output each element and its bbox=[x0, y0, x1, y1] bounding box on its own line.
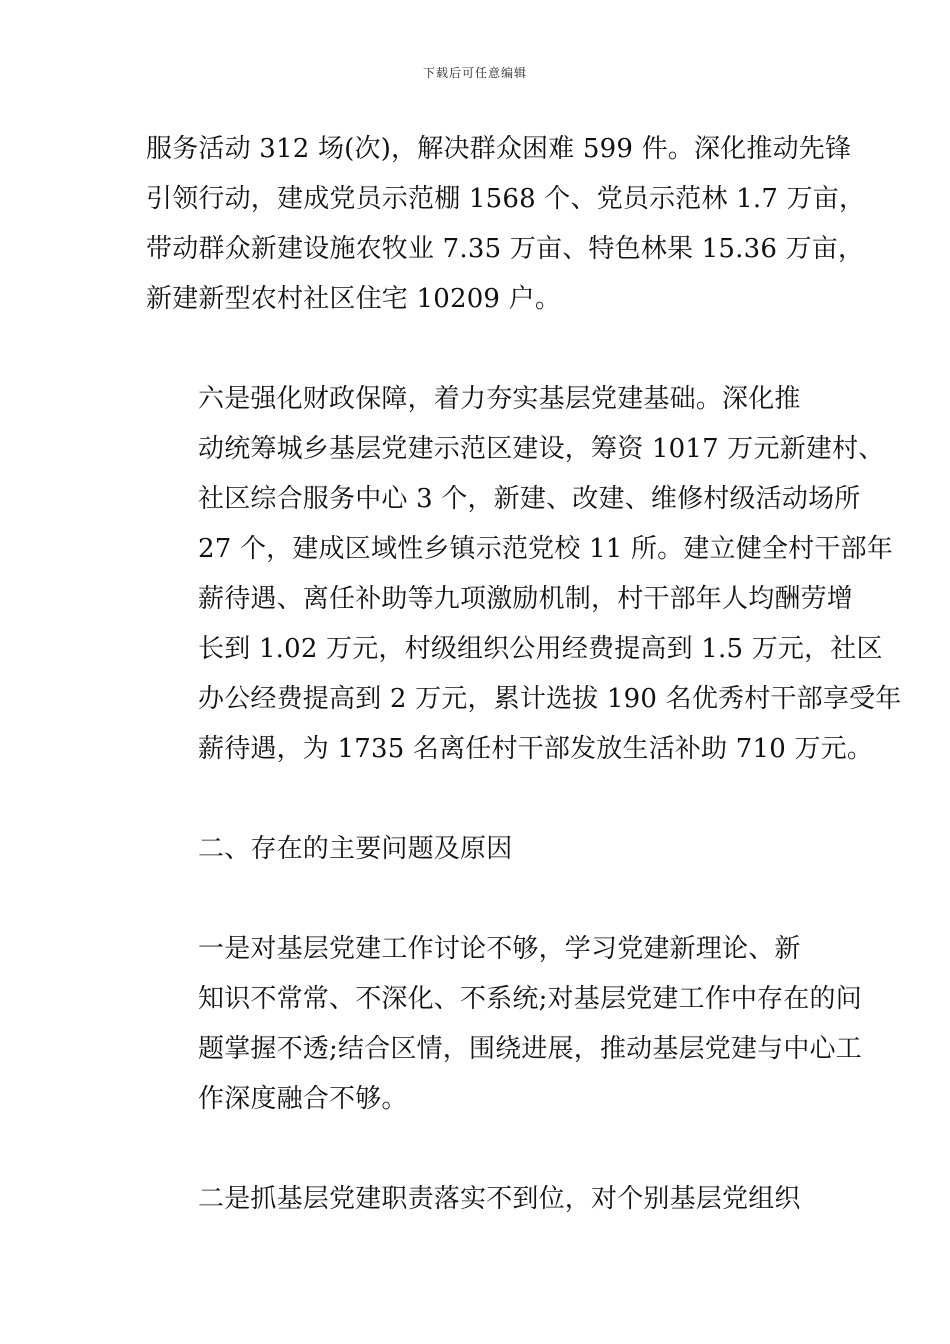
text-line: 27 个，建成区域性乡镇示范党校 11 所。建立健全村干部年 bbox=[198, 534, 893, 564]
paragraph bbox=[146, 924, 862, 1124]
text-line: 一是对基层党建工作讨论不够，学习党建新理论、新 bbox=[198, 934, 801, 964]
text-line: 六是强化财政保障，着力夯实基层党建基础。深化推 bbox=[198, 384, 801, 414]
document-body bbox=[146, 124, 902, 1274]
paragraph bbox=[146, 124, 866, 324]
paragraph bbox=[146, 824, 826, 874]
text-line: 二是抓基层党建职责落实不到位，对个别基层党组织 bbox=[198, 1184, 801, 1214]
text-line: 知识不常常、不深化、不系统;对基层党建工作中存在的问 bbox=[198, 984, 862, 1014]
text-line: 长到 1.02 万元，村级组织公用经费提高到 1.5 万元，社区 bbox=[198, 634, 883, 664]
text-line: 社区综合服务中心 3 个，新建、改建、维修村级活动场所 bbox=[198, 484, 861, 514]
text-line: 薪待遇、离任补助等九项激励机制，村干部年人均酬劳增 bbox=[198, 584, 854, 614]
text-line: 办公经费提高到 2 万元，累计选拔 190 名优秀村干部享受年 bbox=[198, 684, 902, 714]
text-line: 服务活动 312 场(次)，解决群众困难 599 件。深化推动先锋 bbox=[146, 134, 852, 164]
paragraph bbox=[146, 1174, 826, 1224]
text-line: 新建新型农村社区住宅 10209 户。 bbox=[146, 284, 562, 314]
text-line: 引领行动，建成党员示范棚 1568 个、党员示范林 1.7 万亩， bbox=[146, 184, 866, 214]
text-line: 薪待遇，为 1735 名离任村干部发放生活补助 710 万元。 bbox=[198, 734, 874, 764]
text-line: 二、存在的主要问题及原因 bbox=[198, 834, 513, 864]
page-header: 下载后可任意编辑 bbox=[422, 66, 527, 80]
text-line: 带动群众新建设施农牧业 7.35 万亩、特色林果 15.36 万亩， bbox=[146, 234, 865, 264]
text-line: 题掌握不透;结合区情，围绕进展，推动基层党建与中心工 bbox=[198, 1034, 862, 1064]
paragraph bbox=[146, 374, 902, 774]
text-line: 作深度融合不够。 bbox=[198, 1084, 408, 1114]
text-line: 动统筹城乡基层党建示范区建设，筹资 1017 万元新建村、 bbox=[198, 434, 885, 464]
